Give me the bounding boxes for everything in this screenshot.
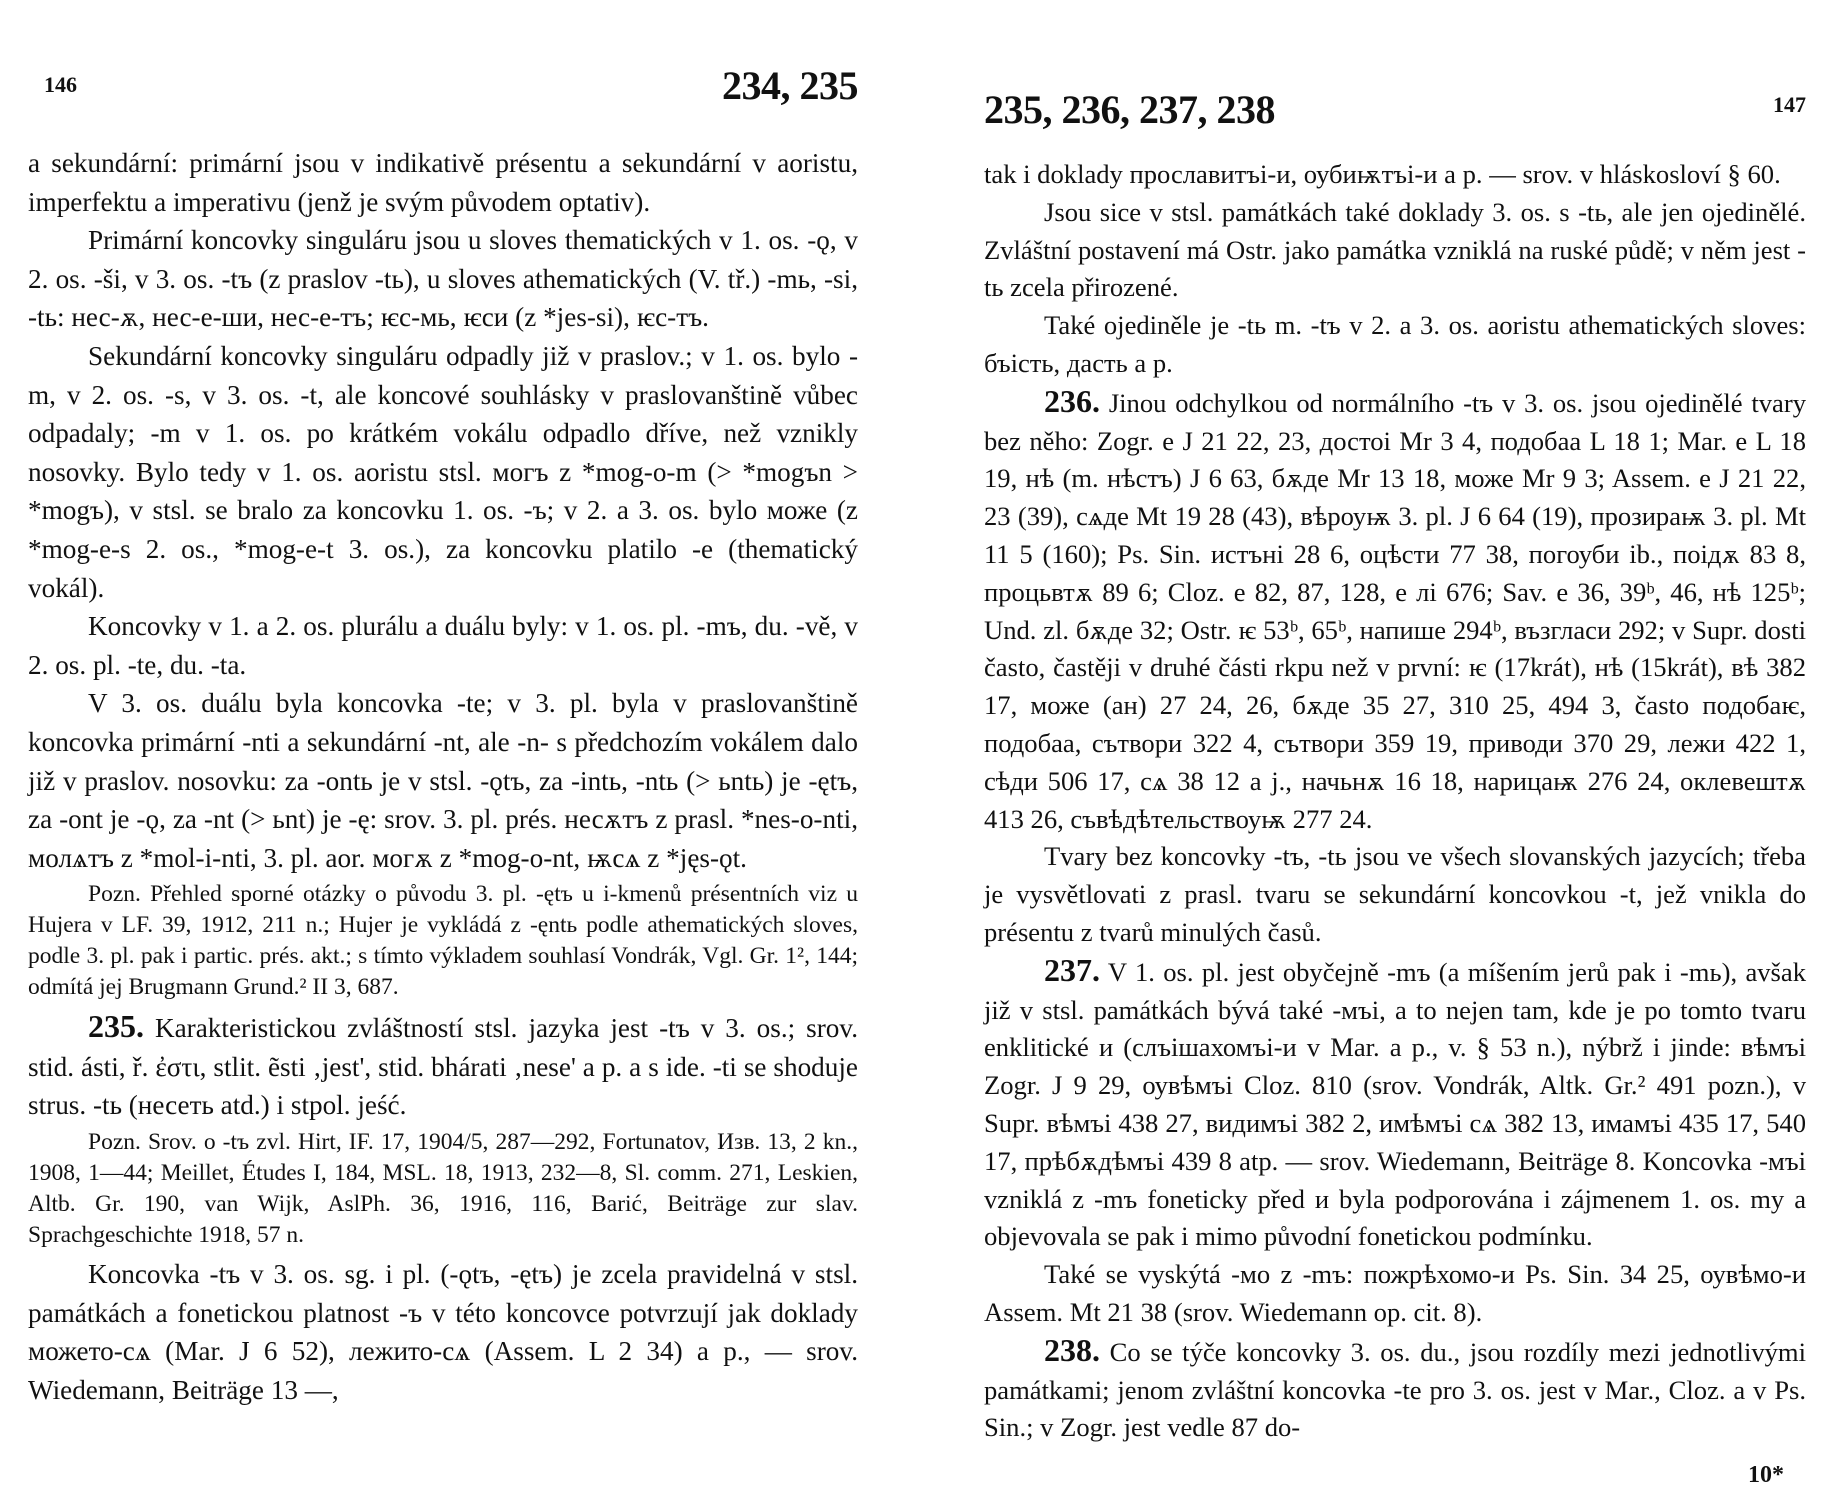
paragraph: Koncovka -tъ v 3. os. sg. i pl. (-ǫtъ, -ętъ) je zcela pravidelná v stsl. památkách a fonetickou platnost -ъ v této koncovce potvrzují jak doklady можето-сѧ (Mar. J 6 52), лежито-сѧ (Assem. L 2 34) a p., — srov. Wiedemann, Beiträge 13 —, bbox=[28, 1259, 858, 1405]
running-head-section-numbers: 235, 236, 237, 238 bbox=[984, 87, 1275, 132]
page-number: 146 bbox=[44, 72, 77, 97]
section-number: 237. bbox=[1044, 951, 1100, 988]
paragraph: Tvary bez koncovky -tъ, -tь jsou ve všech slovanských jazycích; třeba je vysvětlovati z prasl. tvaru se sekundární koncovkou -t, jež vnikla do présentu z tvarů minulých časů. bbox=[984, 841, 1806, 947]
section-text: V 1. os. pl. jest obyčejně -mъ (a míšením jerů pak i -mь), avšak již v stsl. památkách bývá také -мъі, a to nejen tam, kde je po tomto tvaru enklitické и (слъішахомъі-и v Mar. a p., v. § 53 n.), nýbrž i jinde: вѣмъі Zogr. J 9 29, оувѣмъі Cloz. 810 (srov. Vondrák, Altk. Gr.² 491 pozn.), v Supr. вѣмъі 438 27, видимъі 382 2, имѣмъі сѧ 382 13, имамъі 435 17, 540 17, прѣбѫдѣмъі 439 8 atp. — srov. Wiedemann, Beiträge 8. Koncovka -мъі vzniklá z -mъ foneticky před и byla podporována i zájmenem 1. os. my a objevovala se pak i mimo původní fonetickou podmínku. bbox=[984, 956, 1806, 1252]
left-page bbox=[28, 0, 858, 1500]
paragraph: Primární koncovky singuláru jsou u sloves thematických v 1. os. -ǫ, v 2. os. -ši, v 3. os. -tъ (z praslov -tь), u sloves athematických (V. tř.) -mь, -si, -tь: нес-ѫ, нес-е-ши, нес-е-тъ; ѥс-мь, ѥси (z *jes-si), ѥс-тъ. bbox=[28, 225, 858, 333]
left-page-body bbox=[28, 144, 858, 1409]
section-text: Karakteristickou zvláštností stsl. jazyka jest -tъ v 3. os.; srov. stid. ásti, ř. ἐστι, stlit. ẽsti ‚jest', stid. bhárati ‚nese' a p. a s ide. -ti se shoduje strus. -tь (несеть atd.) i stpol. jeść. bbox=[28, 1013, 859, 1121]
paragraph: Koncovky v 1. a 2. os. plurálu a duálu byly: v 1. os. pl. -mъ, du. -vě, v 2. os. pl. -te, du. -ta. bbox=[28, 611, 858, 680]
section-text: Co se týče koncovky 3. os. du., jsou rozdíly mezi jednotlivými památkami; jenom zvláštní koncovka -te pro 3. os. jest v Mar., Cloz. a v Ps. Sin.; v Zogr. jest vedle 87 do- bbox=[984, 1336, 1807, 1443]
section-text: Jinou odchylkou od normálního -tъ v 3. os. jsou ojedinělé tvary bez něho: Zogr. е J 21 22, 23, достоі Mr 3 4, подобаа L 18 1; Mar. е L 18 19, нѣ (m. нѣстъ) J 6 63, бѫде Mr 13 18, може Mr 9 3; Assem. е J 21 22, 23 (39), сѧде Mt 19 28 (43), вѣроуѭ 3. pl. J 6 64 (19), прозираѭ 3. pl. Mt 11 5 (160); Ps. Sin. истъні 28 6, оцѣсти 77 38, погоуби ib., поідѫ 83 8, процьвтѫ 89 6; Cloz. е 82, 87, 128, е лі 676; Sav. е 36, 39ᵇ, 46, нѣ 125ᵇ; Und. zl. бѫде 32; Ostr. ѥ 53ᵇ, 65ᵇ, напише 294ᵇ, възглаcи 292; v Supr. dosti často, častěji v druhé části rkpu než v první: ѥ (17krát), нѣ (15krát), вѣ 382 17, може (ан) 27 24, 26, бѫде 35 27, 310 25, 494 3, často подобаѥ, подобаа, сътвори 322 4, сътвори 359 19, приводи 370 29, лежи 422 1, сѣди 506 17, сѧ 38 12 a j., начьнѫ 16 18, нарицаѭ 276 24, оклевештѫ 413 26, съвѣдѣтельствоуѭ 277 24. bbox=[984, 387, 1806, 834]
section-paragraph-238 bbox=[984, 1332, 1806, 1447]
running-head-section-numbers: 234, 235 bbox=[722, 63, 858, 108]
section-paragraph-237 bbox=[984, 952, 1806, 1256]
footnote-remark: Pozn. Srov. o -tъ zvl. Hirt, IF. 17, 1904/5, 287—292, Fortunatov, Изв. 13, 2 kn., 1908, 1—44; Meillet, Études I, 184, MSL. 18, 1913, 232—8, Sl. comm. 271, Leskien, Altb. Gr. 190, van Wijk, AslPh. 36, 1916, 116, Barić, Beiträge zur slav. Sprachgeschichte 1918, 57 n. bbox=[28, 1129, 858, 1249]
paragraph: Také se vyskýtá -мо z -mъ: пожрѣхомо-и Ps. Sin. 34 25, оувѣмо-и Assem. Mt 21 38 (srov. Wiedemann op. cit. 8). bbox=[984, 1259, 1806, 1327]
section-number: 238. bbox=[1044, 1331, 1100, 1368]
footnote-remark: Pozn. Přehled sporné otázky o původu 3. pl. -ętъ u i-kmenů présentních viz u Hujera v LF. 39, 1912, 211 n.; Hujer je vykládá z -ęntь podle athematických sloves, podle 3. pl. pak i partic. prés. akt.; s tímto výkladem souhlasí Vondrák, Vgl. Gr. 1², 144; odmítá jej Brugmann Grund.² II 3, 687. bbox=[28, 881, 858, 1001]
left-page-header bbox=[28, 0, 858, 150]
section-paragraph-235 bbox=[28, 1007, 858, 1125]
paragraph: V 3. os. duálu byla koncovka -te; v 3. pl. byla v praslovanštině koncovka primární -nti a sekundární -nt, ale -n- s předchozím vokálem dalo již v praslov. nosovku: za -ontь je v stsl. -ǫtъ, za -intь, -ntь (> ьntь) je -ętъ, za -ont je -ǫ, za -nt (> ьnt) je -ę: srov. 3. pl. prés. несѫтъ z prasl. *nes-o-nti, молѧтъ z *mol-i-nti, 3. pl. aor. могѫ z *mog-o-nt, ѭсѧ z *jęs-ǫt. bbox=[28, 688, 858, 873]
page-number: 147 bbox=[1773, 92, 1806, 117]
paragraph: tak i doklady прославитъі-и, оубиѭтъі-и a p. — srov. v hláskosloví § 60. bbox=[984, 159, 1781, 189]
paragraph: Sekundární koncovky singuláru odpadly již v praslov.; v 1. os. bylo -m, v 2. os. -s, v 3. os. -t, ale koncové souhlásky v praslovanštině vůbec odpadaly; -m v 1. os. po krátkém vokálu odpadlo dříve, než vznikly nosovky. Bylo tedy v 1. os. aoristu stsl. могъ z *mog-o-m (> *mogъn > *mogъ), v stsl. se bralo za koncovku 1. os. -ъ; v 2. a 3. os. bylo може (z *mog-e-s 2. os., *mog-e-t 3. os.), za koncovku platilo -e (thematický vokál). bbox=[28, 340, 858, 603]
paragraph: a sekundární: primární jsou v indikativě présentu a sekundární v aoristu, imperfektu a imperativu (jenž je svým původem optativ). bbox=[28, 148, 858, 217]
right-page-body bbox=[984, 156, 1806, 1447]
paragraph: Také ojediněle je -tь m. -tъ v 2. a 3. os. aoristu athematických sloves: бъість, дасть a p. bbox=[984, 310, 1806, 378]
right-page bbox=[984, 0, 1806, 1500]
section-number: 235. bbox=[88, 1008, 144, 1045]
right-page-header bbox=[984, 0, 1806, 150]
section-paragraph-236 bbox=[984, 383, 1806, 839]
section-number: 236. bbox=[1044, 382, 1100, 419]
printer-signature: 10* bbox=[1748, 1462, 1784, 1488]
paragraph: Jsou sice v stsl. památkách také doklady 3. os. s -tь, ale jen ojedinělé. Zvláštní postavení má Ostr. jako památka vzniklá na ruské půdě; v něm jest -tь zcela přirozené. bbox=[984, 196, 1806, 303]
